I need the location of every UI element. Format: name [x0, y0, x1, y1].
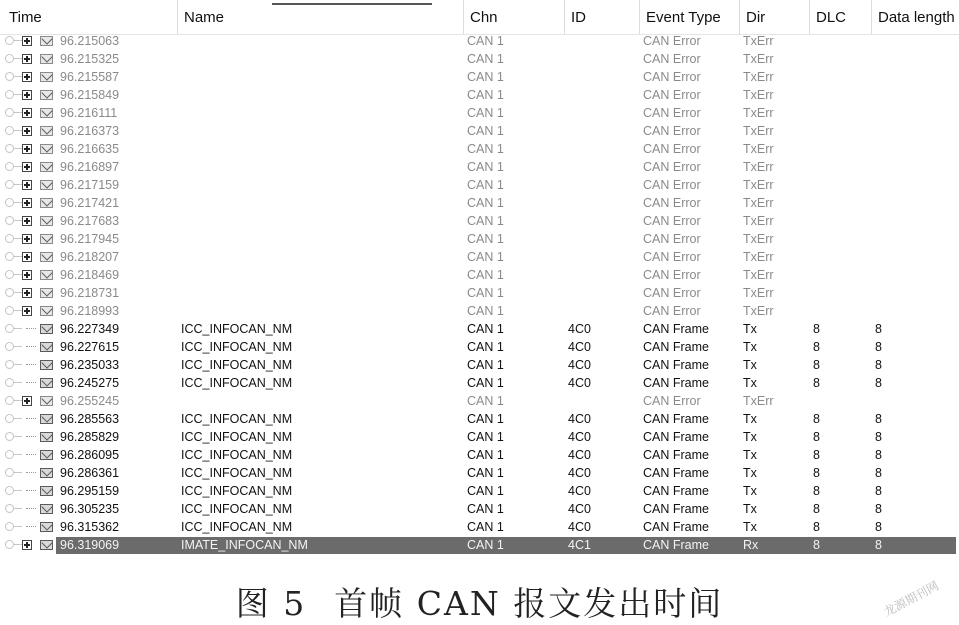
column-header-dir[interactable]: Dir [739, 0, 809, 34]
cell-dir: Tx [743, 430, 757, 444]
cell-dir: Tx [743, 340, 757, 354]
cell-time: 96.217945 [60, 232, 120, 246]
cell-time: 96.216111 [60, 106, 118, 120]
tree-line [26, 382, 36, 384]
expand-icon[interactable] [22, 126, 32, 136]
cell-event: CAN Error [643, 178, 701, 192]
message-envelope-icon [40, 468, 53, 478]
cell-dir: TxErr [743, 160, 774, 174]
cell-chn: CAN 1 [467, 214, 504, 228]
expand-icon[interactable] [22, 216, 32, 226]
cell-chn: CAN 1 [467, 412, 504, 426]
cell-event: CAN Error [643, 250, 701, 264]
cell-len: 8 [875, 358, 882, 372]
expand-icon[interactable] [22, 36, 32, 46]
trace-row[interactable] [0, 320, 959, 338]
cell-dir: TxErr [743, 304, 774, 318]
cell-event: CAN Frame [643, 340, 709, 354]
cell-dlc: 8 [813, 502, 820, 516]
row-marker-icon [2, 536, 20, 554]
cell-dir: TxErr [743, 124, 774, 138]
trace-rows [0, 32, 959, 554]
cell-chn: CAN 1 [467, 484, 504, 498]
expand-icon[interactable] [22, 108, 32, 118]
cell-event: CAN Error [643, 232, 701, 246]
figure-number: 图 5 [235, 584, 307, 623]
cell-time: 96.215325 [60, 52, 120, 66]
row-marker-icon [2, 500, 20, 518]
trace-row[interactable] [0, 482, 959, 500]
column-header-name[interactable]: Name [177, 0, 463, 34]
trace-row[interactable] [0, 86, 959, 104]
cell-event: CAN Frame [643, 358, 709, 372]
message-envelope-icon [40, 288, 53, 298]
message-envelope-icon [40, 252, 53, 262]
expand-icon[interactable] [22, 54, 32, 64]
trace-row[interactable] [0, 122, 959, 140]
cell-dir: Rx [743, 538, 759, 552]
cell-len: 8 [875, 430, 882, 444]
cell-dir: TxErr [743, 196, 774, 210]
cell-event: CAN Error [643, 196, 701, 210]
cell-event: CAN Error [643, 394, 701, 408]
row-marker-icon [2, 176, 20, 194]
cell-time: 96.227615 [60, 340, 120, 354]
cell-time: 96.227349 [60, 322, 120, 336]
cell-event: CAN Frame [643, 376, 709, 390]
cell-len: 8 [875, 340, 882, 354]
row-marker-icon [2, 356, 20, 374]
cell-event: CAN Frame [643, 466, 709, 480]
expand-icon[interactable] [22, 144, 32, 154]
row-marker-icon [2, 482, 20, 500]
cell-chn: CAN 1 [467, 160, 504, 174]
row-marker-icon [2, 374, 20, 392]
message-envelope-icon [40, 90, 53, 100]
row-marker-icon [2, 302, 20, 320]
expand-icon[interactable] [22, 540, 32, 550]
cell-name: ICC_INFOCAN_NM [181, 412, 293, 426]
cell-event: CAN Error [643, 304, 701, 318]
cell-time: 96.218469 [60, 268, 120, 282]
tree-line [26, 436, 36, 438]
column-header-chn[interactable]: Chn [463, 0, 564, 34]
cell-id: 4C0 [568, 520, 591, 534]
message-envelope-icon [40, 342, 53, 352]
cell-name: ICC_INFOCAN_NM [181, 430, 293, 444]
cell-time: 96.235033 [60, 358, 120, 372]
cell-dlc: 8 [813, 340, 820, 354]
cell-event: CAN Frame [643, 502, 709, 516]
cell-event: CAN Error [643, 106, 701, 120]
cell-len: 8 [875, 484, 882, 498]
cell-dir: Tx [743, 376, 757, 390]
cell-event: CAN Error [643, 286, 701, 300]
cell-dlc: 8 [813, 448, 820, 462]
cell-event: CAN Error [643, 142, 701, 156]
figure-title: 首帧 CAN 报文发出时间 [334, 584, 724, 623]
cell-dir: TxErr [743, 268, 774, 282]
cell-time: 96.216635 [60, 142, 120, 156]
trace-row[interactable] [0, 230, 959, 248]
row-marker-icon [2, 158, 20, 176]
message-envelope-icon [40, 72, 53, 82]
trace-row[interactable] [0, 392, 959, 410]
cell-dir: TxErr [743, 106, 774, 120]
row-marker-icon [2, 338, 20, 356]
trace-row[interactable] [0, 518, 959, 536]
cell-event: CAN Frame [643, 484, 709, 498]
message-envelope-icon [40, 360, 53, 370]
cell-len: 8 [875, 322, 882, 336]
cell-chn: CAN 1 [467, 286, 504, 300]
cell-chn: CAN 1 [467, 304, 504, 318]
watermark: 龙源期刊网 [881, 578, 942, 620]
cell-event: CAN Error [643, 124, 701, 138]
cell-dlc: 8 [813, 466, 820, 480]
cell-time: 96.217683 [60, 214, 120, 228]
trace-row[interactable] [0, 428, 959, 446]
cell-dlc: 8 [813, 520, 820, 534]
cell-chn: CAN 1 [467, 106, 504, 120]
row-marker-icon [2, 428, 20, 446]
trace-row[interactable] [0, 356, 959, 374]
cell-time: 96.305235 [60, 502, 120, 516]
cell-dir: Tx [743, 412, 757, 426]
cell-time: 96.286361 [60, 466, 120, 480]
cell-dir: TxErr [743, 232, 774, 246]
trace-row[interactable] [0, 32, 959, 50]
expand-icon[interactable] [22, 90, 32, 100]
cell-chn: CAN 1 [467, 466, 504, 480]
cell-name: ICC_INFOCAN_NM [181, 502, 293, 516]
cell-event: CAN Error [643, 34, 701, 48]
column-resize-indicator [272, 3, 432, 5]
cell-name: IMATE_INFOCAN_NM [181, 538, 308, 552]
cell-event: CAN Frame [643, 448, 709, 462]
message-envelope-icon [40, 486, 53, 496]
trace-row[interactable] [0, 266, 959, 284]
cell-chn: CAN 1 [467, 52, 504, 66]
cell-dlc: 8 [813, 430, 820, 444]
trace-row[interactable] [0, 68, 959, 86]
cell-dir: Tx [743, 484, 757, 498]
cell-chn: CAN 1 [467, 376, 504, 390]
expand-icon[interactable] [22, 198, 32, 208]
cell-id: 4C0 [568, 466, 591, 480]
cell-dir: TxErr [743, 34, 774, 48]
row-marker-icon [2, 230, 20, 248]
cell-event: CAN Frame [643, 322, 709, 336]
cell-dir: TxErr [743, 286, 774, 300]
trace-row[interactable] [0, 374, 959, 392]
cell-event: CAN Error [643, 70, 701, 84]
message-envelope-icon [40, 540, 53, 550]
message-envelope-icon [40, 450, 53, 460]
row-marker-icon [2, 104, 20, 122]
trace-row[interactable] [0, 500, 959, 518]
expand-icon[interactable] [22, 72, 32, 82]
cell-dlc: 8 [813, 376, 820, 390]
message-envelope-icon [40, 378, 53, 388]
cell-name: ICC_INFOCAN_NM [181, 376, 293, 390]
trace-row[interactable] [0, 302, 959, 320]
cell-event: CAN Error [643, 88, 701, 102]
row-marker-icon [2, 266, 20, 284]
cell-dir: TxErr [743, 70, 774, 84]
cell-dir: Tx [743, 448, 757, 462]
cell-time: 96.216373 [60, 124, 120, 138]
row-marker-icon [2, 518, 20, 536]
cell-time: 96.218993 [60, 304, 120, 318]
cell-event: CAN Error [643, 268, 701, 282]
tree-line [26, 346, 36, 348]
message-envelope-icon [40, 234, 53, 244]
tree-line [26, 364, 36, 366]
message-envelope-icon [40, 36, 53, 46]
cell-event: CAN Frame [643, 538, 709, 552]
cell-len: 8 [875, 538, 882, 552]
trace-row[interactable] [0, 410, 959, 428]
figure-caption [0, 578, 959, 624]
cell-time: 96.217159 [60, 178, 120, 192]
message-envelope-icon [40, 54, 53, 64]
cell-id: 4C0 [568, 448, 591, 462]
cell-name: ICC_INFOCAN_NM [181, 466, 293, 480]
trace-row[interactable] [0, 140, 959, 158]
tree-line [26, 328, 36, 330]
cell-dlc: 8 [813, 484, 820, 498]
row-marker-icon [2, 410, 20, 428]
expand-icon[interactable] [22, 180, 32, 190]
trace-row[interactable] [0, 176, 959, 194]
row-marker-icon [2, 464, 20, 482]
cell-dir: Tx [743, 502, 757, 516]
cell-chn: CAN 1 [467, 196, 504, 210]
message-envelope-icon [40, 414, 53, 424]
cell-name: ICC_INFOCAN_NM [181, 484, 293, 498]
cell-time: 96.255245 [60, 394, 120, 408]
message-envelope-icon [40, 126, 53, 136]
cell-dir: TxErr [743, 142, 774, 156]
cell-time: 96.215063 [60, 34, 120, 48]
cell-name: ICC_INFOCAN_NM [181, 358, 293, 372]
row-marker-icon [2, 86, 20, 104]
expand-icon[interactable] [22, 306, 32, 316]
trace-row[interactable] [0, 536, 959, 554]
tree-line [26, 454, 36, 456]
column-header-time[interactable]: Time [9, 9, 42, 26]
column-header-event-type[interactable]: Event Type [639, 0, 739, 34]
expand-icon[interactable] [22, 288, 32, 298]
cell-len: 8 [875, 376, 882, 390]
cell-id: 4C1 [568, 538, 591, 552]
expand-icon[interactable] [22, 234, 32, 244]
cell-dir: TxErr [743, 178, 774, 192]
cell-event: CAN Frame [643, 520, 709, 534]
cell-time: 96.295159 [60, 484, 120, 498]
cell-chn: CAN 1 [467, 70, 504, 84]
row-marker-icon [2, 248, 20, 266]
row-marker-icon [2, 68, 20, 86]
cell-time: 96.217421 [60, 196, 120, 210]
cell-name: ICC_INFOCAN_NM [181, 448, 293, 462]
cell-time: 96.245275 [60, 376, 120, 390]
cell-id: 4C0 [568, 358, 591, 372]
cell-id: 4C0 [568, 322, 591, 336]
cell-time: 96.216897 [60, 160, 120, 174]
cell-dir: TxErr [743, 52, 774, 66]
trace-row[interactable] [0, 446, 959, 464]
trace-row[interactable] [0, 158, 959, 176]
message-envelope-icon [40, 396, 53, 406]
cell-chn: CAN 1 [467, 178, 504, 192]
row-marker-icon [2, 392, 20, 410]
cell-event: CAN Error [643, 160, 701, 174]
expand-icon[interactable] [22, 252, 32, 262]
cell-time: 96.218207 [60, 250, 120, 264]
cell-chn: CAN 1 [467, 34, 504, 48]
cell-chn: CAN 1 [467, 358, 504, 372]
row-marker-icon [2, 32, 20, 50]
cell-chn: CAN 1 [467, 268, 504, 282]
cell-chn: CAN 1 [467, 88, 504, 102]
expand-icon[interactable] [22, 162, 32, 172]
expand-icon[interactable] [22, 270, 32, 280]
cell-dir: Tx [743, 322, 757, 336]
cell-name: ICC_INFOCAN_NM [181, 322, 293, 336]
cell-id: 4C0 [568, 502, 591, 516]
message-envelope-icon [40, 522, 53, 532]
cell-len: 8 [875, 412, 882, 426]
trace-row[interactable] [0, 104, 959, 122]
cell-event: CAN Frame [643, 430, 709, 444]
cell-len: 8 [875, 448, 882, 462]
message-envelope-icon [40, 306, 53, 316]
cell-chn: CAN 1 [467, 430, 504, 444]
trace-row[interactable] [0, 338, 959, 356]
tree-line [26, 472, 36, 474]
cell-name: ICC_INFOCAN_NM [181, 340, 293, 354]
cell-time: 96.315362 [60, 520, 120, 534]
cell-chn: CAN 1 [467, 322, 504, 336]
cell-chn: CAN 1 [467, 232, 504, 246]
message-envelope-icon [40, 198, 53, 208]
row-marker-icon [2, 50, 20, 68]
cell-dir: TxErr [743, 250, 774, 264]
cell-event: CAN Frame [643, 412, 709, 426]
column-header-dlc[interactable]: DLC [809, 0, 871, 34]
cell-chn: CAN 1 [467, 502, 504, 516]
row-marker-icon [2, 212, 20, 230]
row-marker-icon [2, 122, 20, 140]
cell-time: 96.285563 [60, 412, 120, 426]
cell-dlc: 8 [813, 358, 820, 372]
cell-chn: CAN 1 [467, 250, 504, 264]
cell-time: 96.286095 [60, 448, 120, 462]
column-header-data-length[interactable]: Data length [871, 0, 959, 34]
cell-chn: CAN 1 [467, 520, 504, 534]
cell-chn: CAN 1 [467, 394, 504, 408]
cell-dir: TxErr [743, 88, 774, 102]
trace-row[interactable] [0, 284, 959, 302]
cell-dir: Tx [743, 520, 757, 534]
cell-id: 4C0 [568, 340, 591, 354]
tree-line [26, 526, 36, 528]
message-envelope-icon [40, 216, 53, 226]
trace-row[interactable] [0, 212, 959, 230]
message-envelope-icon [40, 324, 53, 334]
tree-line [26, 508, 36, 510]
trace-row[interactable] [0, 50, 959, 68]
message-envelope-icon [40, 504, 53, 514]
message-envelope-icon [40, 432, 53, 442]
cell-dir: TxErr [743, 214, 774, 228]
cell-len: 8 [875, 466, 882, 480]
column-header-id[interactable]: ID [564, 0, 639, 34]
row-marker-icon [2, 446, 20, 464]
cell-event: CAN Error [643, 52, 701, 66]
cell-id: 4C0 [568, 430, 591, 444]
row-marker-icon [2, 140, 20, 158]
cell-len: 8 [875, 502, 882, 516]
message-envelope-icon [40, 180, 53, 190]
cell-dir: TxErr [743, 394, 774, 408]
cell-chn: CAN 1 [467, 538, 504, 552]
cell-name: ICC_INFOCAN_NM [181, 520, 293, 534]
cell-len: 8 [875, 520, 882, 534]
cell-dir: Tx [743, 466, 757, 480]
cell-event: CAN Error [643, 214, 701, 228]
cell-id: 4C0 [568, 484, 591, 498]
cell-chn: CAN 1 [467, 142, 504, 156]
row-marker-icon [2, 320, 20, 338]
row-marker-icon [2, 284, 20, 302]
trace-row[interactable] [0, 248, 959, 266]
cell-time: 96.215849 [60, 88, 120, 102]
cell-dlc: 8 [813, 538, 820, 552]
cell-id: 4C0 [568, 376, 591, 390]
row-marker-icon [2, 194, 20, 212]
expand-icon[interactable] [22, 396, 32, 406]
message-envelope-icon [40, 270, 53, 280]
cell-chn: CAN 1 [467, 448, 504, 462]
message-envelope-icon [40, 144, 53, 154]
tree-line [26, 418, 36, 420]
tree-line [26, 490, 36, 492]
cell-time: 96.215587 [60, 70, 120, 84]
cell-time: 96.218731 [60, 286, 120, 300]
trace-row[interactable] [0, 464, 959, 482]
message-envelope-icon [40, 162, 53, 172]
cell-time: 96.319069 [60, 538, 120, 552]
cell-dir: Tx [743, 358, 757, 372]
trace-header [0, 0, 959, 35]
cell-dlc: 8 [813, 322, 820, 336]
cell-dlc: 8 [813, 412, 820, 426]
cell-chn: CAN 1 [467, 124, 504, 138]
trace-row[interactable] [0, 194, 959, 212]
message-envelope-icon [40, 108, 53, 118]
cell-time: 96.285829 [60, 430, 120, 444]
cell-id: 4C0 [568, 412, 591, 426]
cell-chn: CAN 1 [467, 340, 504, 354]
